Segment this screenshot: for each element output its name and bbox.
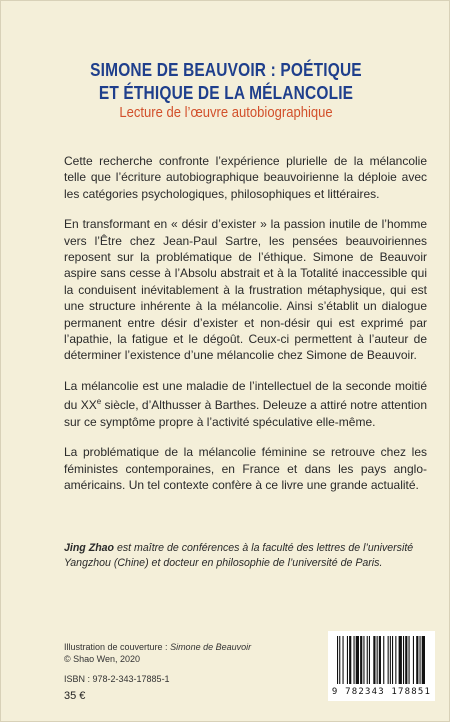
isbn: ISBN : 978-2-343-17885-1 <box>64 674 170 684</box>
barcode-bar <box>343 636 344 684</box>
century-superscript: e <box>96 397 102 407</box>
barcode-bar <box>356 636 359 684</box>
illustration-title: Simone de Beauvoir <box>170 642 252 652</box>
barcode-bar <box>405 636 407 684</box>
barcode-bar <box>339 636 340 684</box>
barcode-bar <box>363 636 364 684</box>
author-description: est maître de conférences à la faculté des lettres de l’université Yangzhou (Chine) et docteur en philosophie de l’université de Paris. <box>64 542 414 569</box>
summary-paragraph-2: En transformant en « désir d’exister » la passion inutile de l’homme vers l’Être chez Jean-Paul Sartre, les pensées beauvoiriennes reposent sur la problématique de l’éthique. Simone de Beauvoir aspire sans cesse à l’Absolu abstrait et à la Totalité inaccessible qui la conduisent inévitablement à la frustration métaphysique, qui est une structure inhérente à la mélancolie. Ainsi s’établit un dialogue permanent entre désir d’exister et non-désir qui est exprimé par l’apathie, la fatigue et le dégoût. Ceux-ci permettent à l’auteur de déterminer l’existence d’une mélancolie chez Simone de Beauvoir. <box>64 217 427 363</box>
summary-paragraph-3: La mélancolie est une maladie de l’intellectuel de la seconde moitié du XXe siècle, d’Althusser à Barthes. Deleuze a attiré notre attention sur ce symptôme propre à l’activité spéculative elle-même. <box>64 378 427 429</box>
barcode-bar <box>354 636 355 684</box>
barcode-bar <box>379 636 381 684</box>
barcode-bar <box>360 636 362 684</box>
summary-paragraph-1: Cette recherche confronte l’expérience plurielle de la mélancolie telle que l’écriture autobiographique beauvoirienne la déploie avec les catégories psychologiques, philosophiques et littéraires. <box>64 154 427 201</box>
price: 35 € <box>64 690 86 702</box>
barcode-bar <box>373 636 375 684</box>
barcode-bar <box>337 636 338 684</box>
title-line-2: ET ÉTHIQUE DE LA MÉLANCOLIE <box>98 83 354 103</box>
barcode-bar <box>409 636 410 684</box>
barcode-bar <box>367 636 368 684</box>
barcode-bar <box>399 636 402 684</box>
barcode-bar <box>420 636 421 684</box>
barcode <box>328 631 435 701</box>
illustration-credit <box>64 641 284 653</box>
barcode-number: 9 782343 178851 <box>331 687 432 697</box>
author-name: Jing Zhao <box>64 542 115 554</box>
author-bio <box>64 541 427 570</box>
illustration-label: Illustration de couverture : <box>64 642 171 652</box>
barcode-bar <box>347 636 348 684</box>
barcode-bar <box>416 636 418 684</box>
barcode-bar <box>349 636 351 684</box>
barcode-bar <box>413 636 414 684</box>
barcode-bar <box>395 636 396 684</box>
copyright-line: © Shao Wen, 2020 <box>64 654 141 664</box>
barcode-bar <box>369 636 370 684</box>
barcode-bar <box>377 636 378 684</box>
cover-credits <box>64 641 284 665</box>
summary-text <box>64 153 427 507</box>
barcode-bars <box>335 636 428 686</box>
title-line-1: SIMONE DE BEAUVOIR : POÉTIQUE <box>90 60 362 80</box>
barcode-bar <box>388 636 389 684</box>
barcode-bar <box>392 636 393 684</box>
barcode-bar <box>383 636 384 684</box>
summary-paragraph-4: La problématique de la mélancolie féminine se retrouve chez les féministes contemporaines, en France et dans les pays anglo-américains. Un tel contexte confère à ce livre une grande actualité. <box>64 445 427 492</box>
barcode-bar <box>390 636 391 684</box>
barcode-bar <box>403 636 404 684</box>
barcode-bar <box>422 636 425 684</box>
book-title <box>33 59 420 105</box>
book-subtitle: Lecture de l’œuvre autobiographique <box>119 105 333 121</box>
